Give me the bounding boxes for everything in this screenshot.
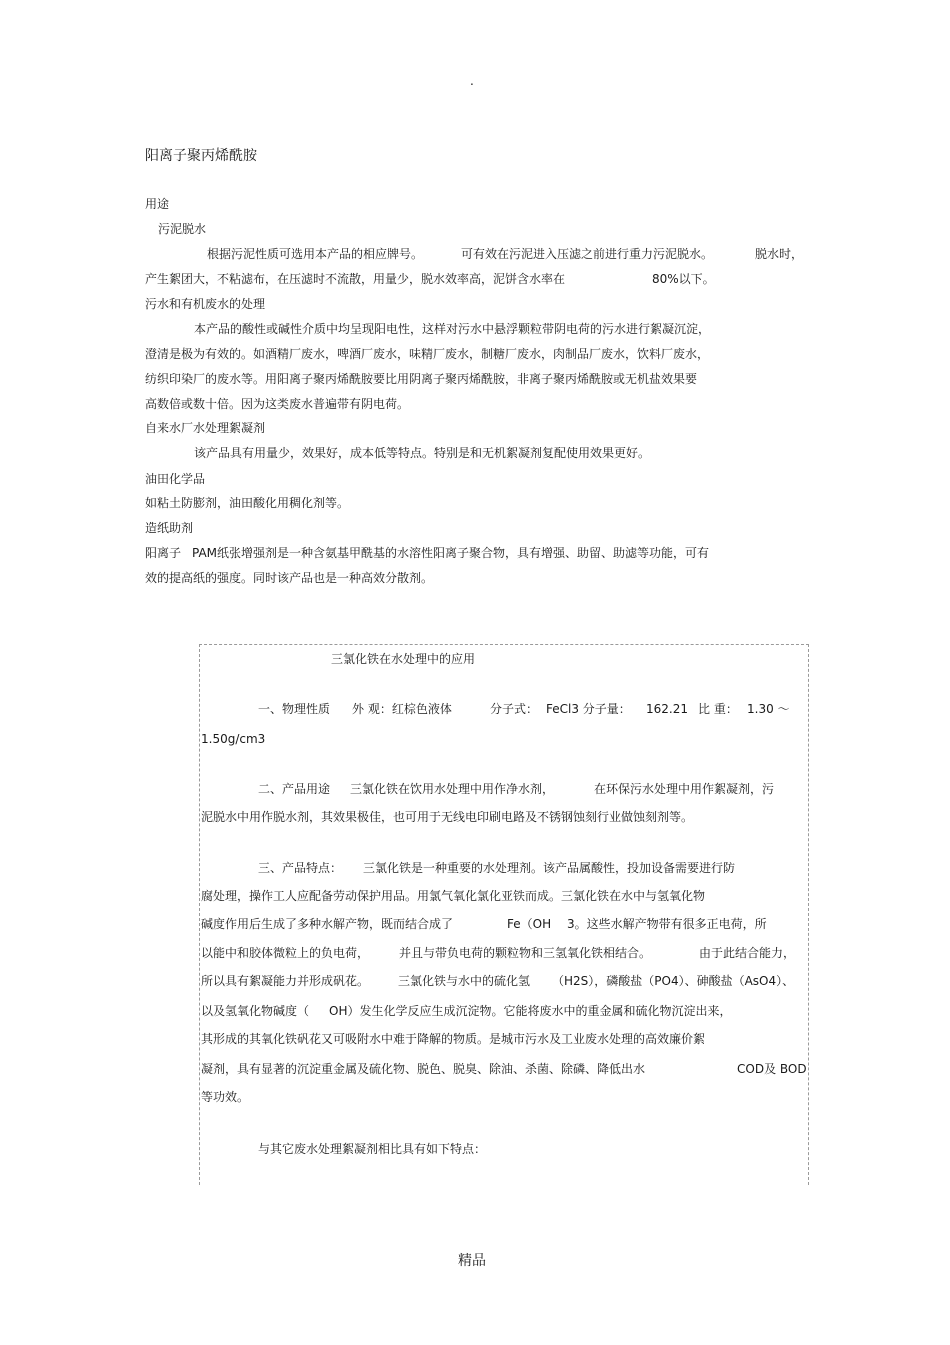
text-line: PAM纸张增强剂是一种含氨基甲酰基的水溶性阳离子聚合物，具有增强、助留、助滤等功能，可有 xyxy=(192,546,710,560)
box-text: 所以具有絮凝能力并形成矾花。 xyxy=(201,974,370,988)
box-text: COD及 BOD xyxy=(737,1062,807,1076)
box-text: 比 重： xyxy=(698,702,738,716)
box-text: 碱度作用后生成了多种水解产物，既而结合成了 xyxy=(201,917,454,931)
box-text: 等功效。 xyxy=(201,1090,250,1104)
text-line: 可有效在污泥进入压滤之前进行重力污泥脱水。 xyxy=(461,247,714,261)
text-line: 80%以下。 xyxy=(652,272,715,286)
box-text: 与其它废水处理絮凝剂相比具有如下特点： xyxy=(258,1142,487,1156)
text-line: 阳离子 xyxy=(145,546,182,560)
box-text: 3。这些水解产物带有很多正电荷，所 xyxy=(567,917,767,931)
subheading-oilfield: 油田化学品 xyxy=(145,472,206,486)
text-line: 产生絮团大，不粘滤布，在压滤时不流散，用量少，脱水效率高，泥饼含水率在 xyxy=(145,272,566,286)
box-text: 三氯化铁与水中的硫化氢 xyxy=(398,974,531,988)
box-text: 以及氢氧化物碱度（ xyxy=(201,1004,310,1018)
box-text: OH）发生化学反应生成沉淀物。它能将废水中的重金属和硫化物沉淀出来， xyxy=(329,1004,732,1018)
box-text: 其形成的其氧化铁矾花又可吸附水中难于降解的物质。是城市污水及工业废水处理的高效廉价絮 xyxy=(201,1032,706,1046)
text-line: 澄清是极为有效的。如酒精厂废水，啤酒厂废水，味精厂废水，制糖厂废水，肉制品厂废水，饮料厂废水， xyxy=(145,347,710,361)
box-text: 1.50g/cm3 xyxy=(201,732,266,746)
box-text: 腐处理，操作工人应配备劳动保护用品。用氯气氧化氯化亚铁而成。三氯化铁在水中与氢氧化物 xyxy=(201,889,706,903)
footer-label: 精品 xyxy=(458,1253,486,1269)
box-text: 外 观：红棕色液体 xyxy=(352,702,452,716)
box-text: 并且与带负电荷的颗粒物和三氢氧化铁相结合。 xyxy=(399,946,652,960)
box-text: 分子式： xyxy=(490,702,539,716)
box-text: Fe（OH xyxy=(507,917,552,931)
section-heading-uses: 用途 xyxy=(145,197,170,211)
box-text: 162.21 xyxy=(646,702,688,716)
box-text: 由于此结合能力， xyxy=(699,946,796,960)
box-text: 1.30 ～ xyxy=(747,702,790,716)
box-text: 二、产品用途 xyxy=(258,782,331,796)
subheading-papermaking: 造纸助剂 xyxy=(145,521,194,535)
header-mark: . xyxy=(470,74,474,88)
subheading-wastewater: 污水和有机废水的处理 xyxy=(145,297,266,311)
ferric-chloride-box xyxy=(199,644,809,1185)
text-line: 该产品具有用量少，效果好，成本低等特点。特别是和无机絮凝剂复配使用效果更好。 xyxy=(194,446,651,460)
text-line: 本产品的酸性或碱性介质中均呈现阳电性，这样对污水中悬浮颗粒带阴电荷的污水进行絮凝沉淀， xyxy=(194,322,711,336)
box-text: 以能中和胶体微粒上的负电荷， xyxy=(201,946,370,960)
subheading-sludge-dewatering: 污泥脱水 xyxy=(158,222,207,236)
box-text: 泥脱水中用作脱水剂，其效果极佳，也可用于无线电印刷电路及不锈钢蚀刻行业做蚀刻剂等。 xyxy=(201,810,694,824)
box-text: 三、产品特点： xyxy=(258,861,343,875)
text-line: 如粘土防膨剂，油田酸化用稠化剂等。 xyxy=(145,496,350,510)
box-title: 三氯化铁在水处理中的应用 xyxy=(331,652,476,666)
subheading-water-plant: 自来水厂水处理絮凝剂 xyxy=(145,421,266,435)
text-line: 脱水时， xyxy=(755,247,804,261)
page-title: 阳离子聚丙烯酰胺 xyxy=(145,148,257,164)
text-line: 高数倍或数十倍。因为这类废水普遍带有阴电荷。 xyxy=(145,397,410,411)
box-text: FeCl3 分子量： xyxy=(546,702,631,716)
box-text: （H2S），磷酸盐（PO4）、砷酸盐（AsO4）、 xyxy=(552,974,795,988)
box-text: 一、物理性质 xyxy=(258,702,331,716)
text-line: 纺织印染厂的废水等。用阳离子聚丙烯酰胺要比用阴离子聚丙烯酰胺，非离子聚丙烯酰胺或无机盐效果要 xyxy=(145,372,698,386)
box-text: 在环保污水处理中用作絮凝剂，污 xyxy=(594,782,775,796)
text-line: 根据污泥性质可选用本产品的相应牌号。 xyxy=(207,247,424,261)
box-text: 三氯化铁是一种重要的水处理剂。该产品属酸性，投加设备需要进行防 xyxy=(363,861,736,875)
text-line: 效的提高纸的强度。同时该产品也是一种高效分散剂。 xyxy=(145,571,434,585)
box-text: 凝剂，具有显著的沉淀重金属及硫化物、脱色、脱臭、除油、杀菌、除磷、降低出水 xyxy=(201,1062,646,1076)
box-text: 三氯化铁在饮用水处理中用作净水剂， xyxy=(350,782,555,796)
